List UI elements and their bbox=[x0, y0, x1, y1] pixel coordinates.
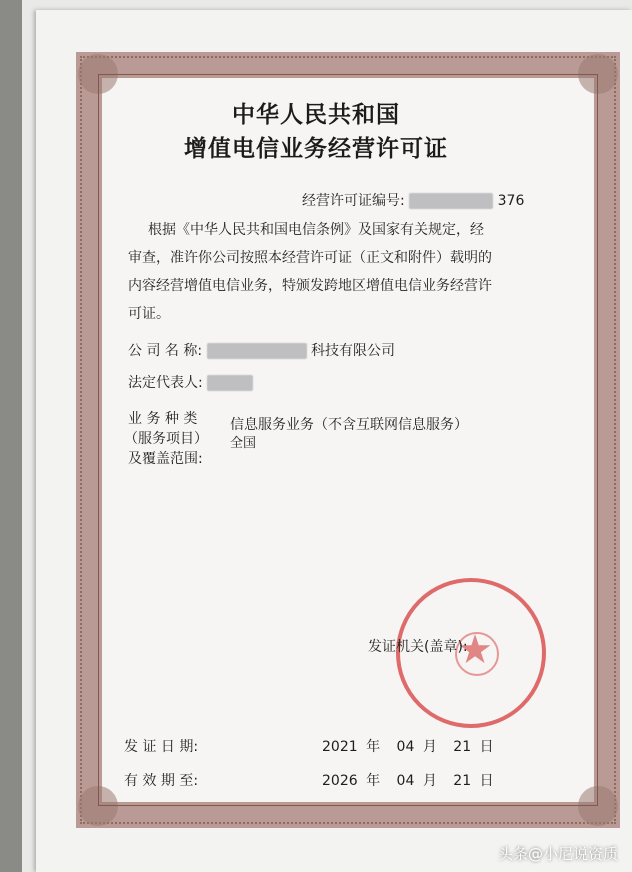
expiry-year-unit: 年 bbox=[366, 773, 381, 789]
body-text-line-3: 内容经营增值电信业务，特颁发跨地区增值电信业务经营许 bbox=[128, 278, 492, 294]
company-name-suffix: 科技有限公司 bbox=[310, 343, 395, 359]
expiry-year: 2026 bbox=[322, 773, 358, 789]
license-number-label: 经营许可证编号: bbox=[302, 193, 405, 209]
redacted-block bbox=[409, 193, 493, 209]
title-line-2: 增值电信业务经营许可证 bbox=[184, 135, 448, 162]
company-name-row bbox=[128, 340, 395, 360]
star-icon: ★ bbox=[457, 627, 493, 673]
expiry-date-label: 有 效 期 至: bbox=[124, 773, 199, 789]
license-number bbox=[302, 190, 524, 210]
expiry-day-unit: 日 bbox=[479, 773, 494, 789]
corner-ornament bbox=[78, 786, 118, 826]
issue-year-unit: 年 bbox=[366, 739, 381, 755]
body-text-line-4: 可证。 bbox=[128, 306, 170, 322]
legal-representative-row bbox=[128, 372, 253, 392]
issue-day: 21 bbox=[453, 739, 472, 755]
business-type-label-2: （服务项目） bbox=[124, 431, 208, 447]
issue-date-value bbox=[322, 736, 494, 756]
issue-month: 04 bbox=[396, 739, 415, 755]
redacted-block bbox=[207, 375, 253, 391]
legal-representative-label: 法定代表人: bbox=[128, 375, 203, 391]
expiry-month-unit: 月 bbox=[422, 773, 437, 789]
issue-month-unit: 月 bbox=[422, 739, 437, 755]
issue-year: 2021 bbox=[322, 739, 358, 755]
corner-ornament bbox=[578, 786, 618, 826]
issuer-label: 发证机关(盖章): bbox=[368, 639, 468, 655]
body-text-line-2: 审查，准许你公司按照本经营许可证（正文和附件）载明的 bbox=[128, 250, 492, 266]
watermark-text: 头条@小尼说资质 bbox=[497, 845, 618, 863]
redacted-block bbox=[207, 343, 307, 359]
business-type-label-3: 及覆盖范围: bbox=[128, 451, 203, 467]
business-type-label-1: 业 务 种 类 bbox=[128, 411, 198, 427]
expiry-month: 04 bbox=[396, 773, 415, 789]
corner-ornament bbox=[78, 54, 118, 94]
business-type-value: 信息服务业务（不含互联网信息服务） bbox=[230, 417, 468, 433]
coverage-value: 全国 bbox=[230, 436, 257, 451]
corner-ornament bbox=[578, 54, 618, 94]
license-number-suffix: 376 bbox=[497, 193, 525, 209]
expiry-day: 21 bbox=[453, 773, 472, 789]
issue-day-unit: 日 bbox=[479, 739, 494, 755]
expiry-date-value bbox=[322, 770, 494, 790]
body-text-line-1: 根据《中华人民共和国电信条例》及国家有关规定，经 bbox=[148, 222, 484, 238]
issue-date-label: 发 证 日 期: bbox=[124, 739, 199, 755]
company-name-label: 公 司 名 称: bbox=[128, 343, 203, 359]
title-line-1: 中华人民共和国 bbox=[232, 101, 400, 128]
